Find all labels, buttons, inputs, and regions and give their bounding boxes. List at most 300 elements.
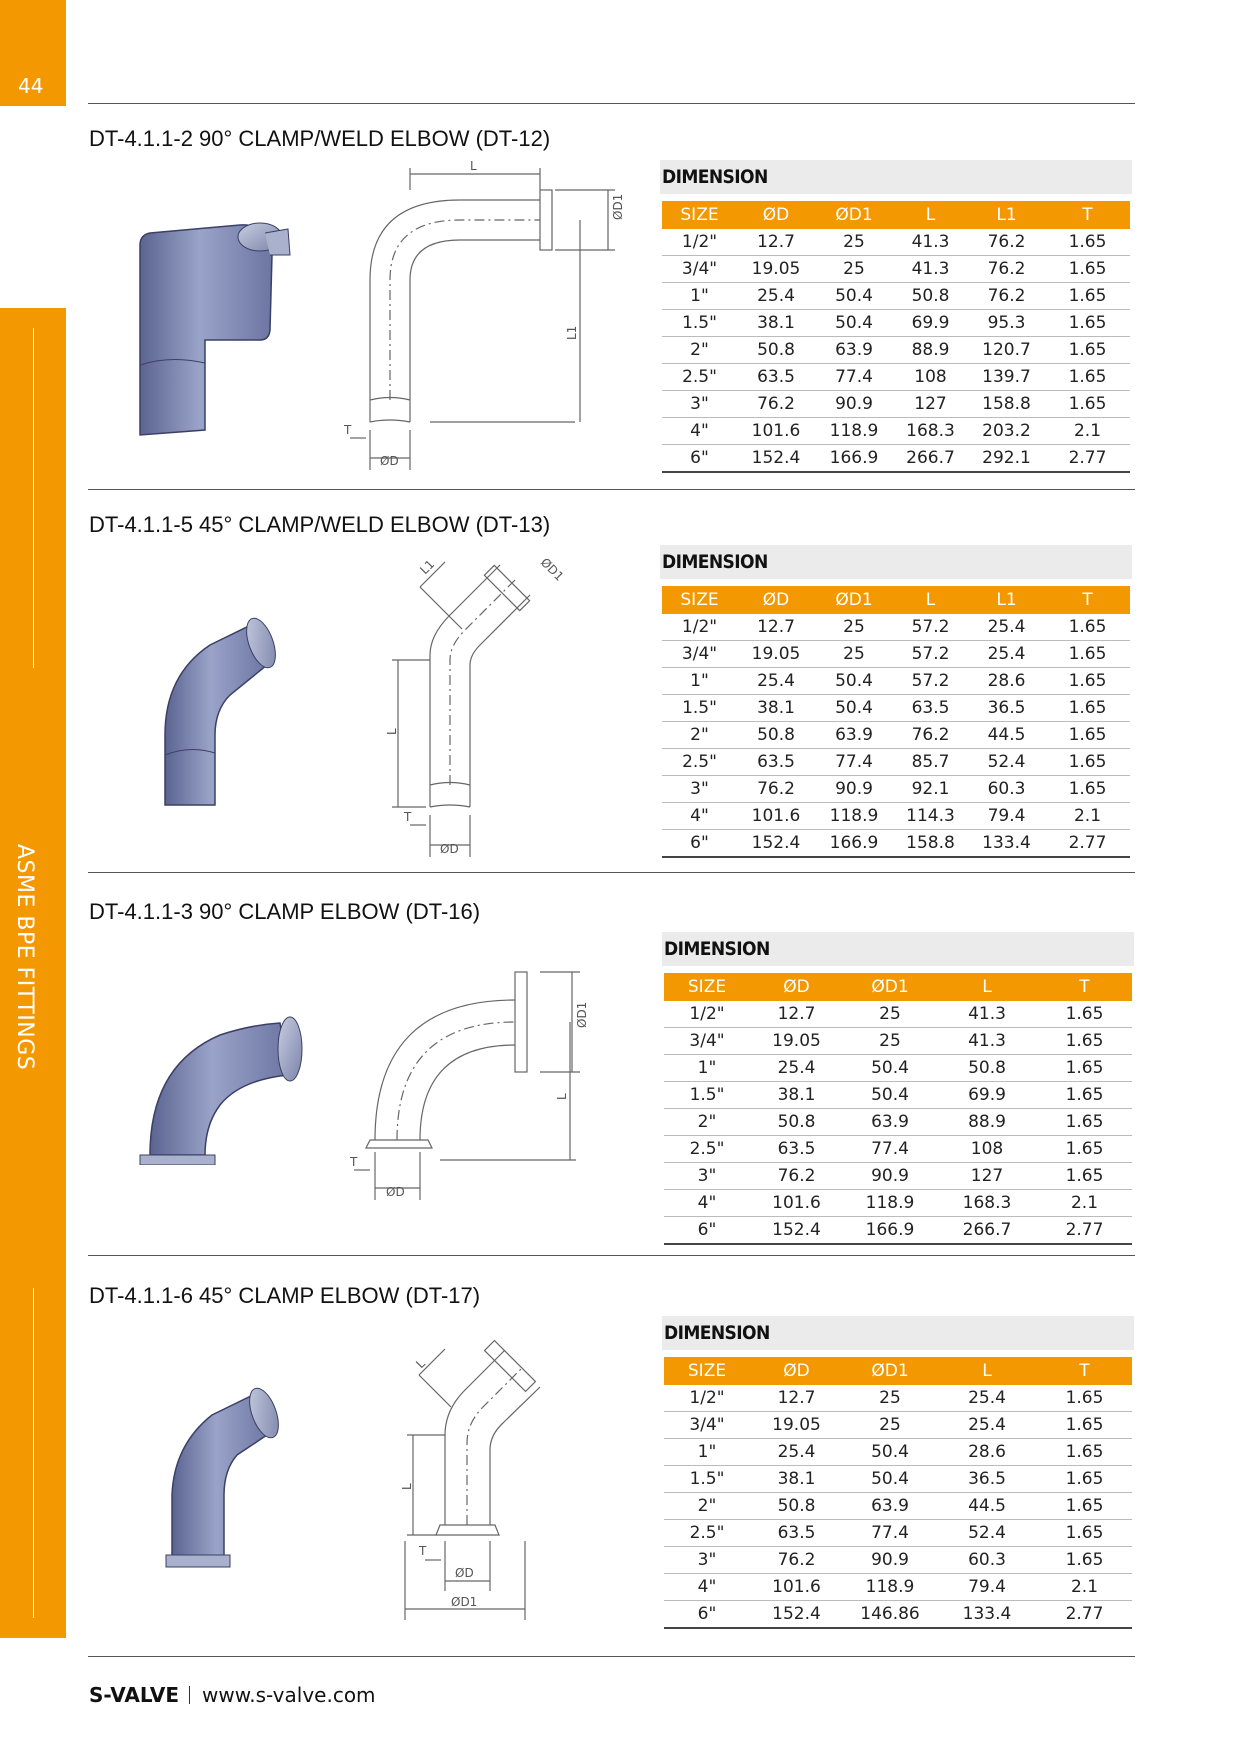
table-cell: 41.3 — [893, 229, 968, 256]
table-cell: 2.77 — [1045, 830, 1130, 858]
divider — [88, 872, 1135, 873]
table-cell: 41.3 — [937, 1028, 1037, 1055]
table-cell: 38.1 — [750, 1082, 843, 1109]
table-cell: 25.4 — [750, 1055, 843, 1082]
elbow-90-render — [120, 215, 300, 445]
table-cell: 1.65 — [1037, 1163, 1132, 1190]
table-row — [664, 1136, 1132, 1163]
table-row — [662, 391, 1130, 418]
table-row — [664, 1082, 1132, 1109]
table-cell: 2.1 — [1037, 1190, 1132, 1217]
table-cell: 108 — [937, 1136, 1037, 1163]
column-header: SIZE — [662, 586, 737, 614]
table-row — [664, 1190, 1132, 1217]
table-cell: 88.9 — [893, 337, 968, 364]
table-row — [662, 364, 1130, 391]
table-row — [662, 418, 1130, 445]
column-header: T — [1037, 973, 1132, 1001]
table-cell: 4" — [664, 1574, 750, 1601]
dim-label: ØD — [455, 1566, 474, 1580]
page-number: 44 — [18, 74, 44, 98]
website-link[interactable]: www.s-valve.com — [201, 1683, 376, 1707]
table-cell: 158.8 — [968, 391, 1045, 418]
table-cell: 1.65 — [1037, 1001, 1132, 1028]
table-row — [662, 256, 1130, 283]
table-row — [662, 614, 1130, 641]
table-cell: 6" — [662, 445, 737, 473]
table-cell: 36.5 — [968, 695, 1045, 722]
table-cell: 63.9 — [843, 1109, 937, 1136]
table-cell: 44.5 — [937, 1493, 1037, 1520]
table-cell: 69.9 — [937, 1082, 1037, 1109]
table-cell: 118.9 — [815, 803, 893, 830]
table-cell: 25.4 — [737, 283, 815, 310]
dimension-header: DIMENSION — [660, 160, 1132, 194]
table-cell: 90.9 — [815, 776, 893, 803]
table-cell: 1.65 — [1045, 614, 1130, 641]
column-header: L1 — [968, 586, 1045, 614]
table-cell: 76.2 — [737, 776, 815, 803]
table-cell: 1.65 — [1037, 1028, 1132, 1055]
table-cell: 60.3 — [937, 1547, 1037, 1574]
elbow-90-clamp-render — [130, 1005, 325, 1165]
table-cell: 76.2 — [737, 391, 815, 418]
table-cell: 4" — [662, 418, 737, 445]
table-header-row — [662, 201, 1130, 229]
table-cell: 25.4 — [968, 641, 1045, 668]
table-cell: 2" — [662, 722, 737, 749]
table-cell: 25 — [843, 1001, 937, 1028]
table-cell: 25.4 — [750, 1439, 843, 1466]
table-cell: 63.5 — [737, 364, 815, 391]
table-cell: 2" — [664, 1493, 750, 1520]
table-cell: 166.9 — [815, 445, 893, 473]
table-cell: 1.65 — [1045, 256, 1130, 283]
column-header: ØD1 — [843, 973, 937, 1001]
elbow-90-clamp-drawing — [340, 960, 640, 1220]
table-cell: 50.4 — [815, 310, 893, 337]
dim-label: L — [555, 1093, 569, 1100]
table-cell: 2.77 — [1037, 1217, 1132, 1245]
table-cell: 1.65 — [1045, 310, 1130, 337]
table-row — [664, 1001, 1132, 1028]
table-cell: 90.9 — [843, 1163, 937, 1190]
table-row — [664, 1547, 1132, 1574]
table-cell: 166.9 — [843, 1217, 937, 1245]
dimension-table — [662, 201, 1130, 473]
table-cell: 38.1 — [750, 1466, 843, 1493]
divider — [88, 1255, 1135, 1256]
table-cell: 52.4 — [968, 749, 1045, 776]
dim-label: L1 — [417, 557, 438, 578]
table-cell: 1.65 — [1037, 1439, 1132, 1466]
table-row — [662, 310, 1130, 337]
table-row — [664, 1163, 1132, 1190]
table-cell: 1.65 — [1037, 1412, 1132, 1439]
table-cell: 25 — [815, 229, 893, 256]
table-cell: 63.9 — [815, 337, 893, 364]
table-cell: 4" — [664, 1190, 750, 1217]
table-cell: 25 — [843, 1028, 937, 1055]
table-cell: 77.4 — [843, 1520, 937, 1547]
table-cell: 108 — [893, 364, 968, 391]
table-row — [662, 283, 1130, 310]
table-cell: 1.65 — [1045, 391, 1130, 418]
column-header: L — [893, 201, 968, 229]
table-cell: 1.5" — [664, 1466, 750, 1493]
dimension-header: DIMENSION — [660, 545, 1132, 579]
table-cell: 1/2" — [662, 229, 737, 256]
table-cell: 127 — [937, 1163, 1037, 1190]
table-cell: 38.1 — [737, 310, 815, 337]
table-cell: 63.5 — [750, 1520, 843, 1547]
elbow-45-clamp-render — [162, 1385, 312, 1575]
table-cell: 6" — [664, 1217, 750, 1245]
table-cell: 25.4 — [937, 1412, 1037, 1439]
table-cell: 50.4 — [843, 1466, 937, 1493]
table-cell: 25.4 — [737, 668, 815, 695]
table-cell: 139.7 — [968, 364, 1045, 391]
table-cell: 50.4 — [843, 1082, 937, 1109]
dim-label: L1 — [565, 325, 579, 340]
table-cell: 63.5 — [737, 749, 815, 776]
table-cell: 2.5" — [662, 364, 737, 391]
section-title: DT-4.1.1-3 90° CLAMP ELBOW (DT-16) — [89, 899, 481, 924]
table-cell: 1/2" — [662, 614, 737, 641]
table-row — [664, 1028, 1132, 1055]
table-cell: 3" — [662, 391, 737, 418]
column-header: ØD — [750, 973, 843, 1001]
dim-label: ØD — [380, 454, 399, 468]
table-cell: 38.1 — [737, 695, 815, 722]
table-cell: 101.6 — [737, 803, 815, 830]
table-cell: 12.7 — [750, 1001, 843, 1028]
section-title: DT-4.1.1-6 45° CLAMP ELBOW (DT-17) — [89, 1283, 481, 1308]
column-header: SIZE — [664, 1357, 750, 1385]
table-cell: 2.5" — [664, 1136, 750, 1163]
table-cell: 1.5" — [662, 310, 737, 337]
dimension-table — [662, 586, 1130, 858]
table-cell: 69.9 — [893, 310, 968, 337]
table-cell: 3/4" — [664, 1028, 750, 1055]
column-header: ØD1 — [843, 1357, 937, 1385]
table-cell: 77.4 — [843, 1136, 937, 1163]
table-cell: 1/2" — [664, 1001, 750, 1028]
table-cell: 50.8 — [750, 1493, 843, 1520]
table-cell: 1.65 — [1037, 1547, 1132, 1574]
table-cell: 3" — [664, 1163, 750, 1190]
table-cell: 1.5" — [664, 1082, 750, 1109]
table-cell: 57.2 — [893, 614, 968, 641]
table-cell: 1.65 — [1037, 1136, 1132, 1163]
footer-divider — [88, 1656, 1135, 1657]
table-cell: 25 — [843, 1385, 937, 1412]
table-cell: 1/2" — [664, 1385, 750, 1412]
table-cell: 120.7 — [968, 337, 1045, 364]
table-row — [664, 1385, 1132, 1412]
table-cell: 90.9 — [815, 391, 893, 418]
table-cell: 2.77 — [1037, 1601, 1132, 1629]
column-header: L1 — [968, 201, 1045, 229]
table-cell: 85.7 — [893, 749, 968, 776]
table-row — [664, 1217, 1132, 1245]
table-cell: 203.2 — [968, 418, 1045, 445]
elbow-45-weld-render — [155, 615, 305, 815]
table-cell: 19.05 — [737, 256, 815, 283]
table-row — [664, 1601, 1132, 1629]
table-cell: 88.9 — [937, 1109, 1037, 1136]
table-cell: 2" — [664, 1109, 750, 1136]
table-cell: 127 — [893, 391, 968, 418]
table-cell: 76.2 — [750, 1547, 843, 1574]
table-cell: 1" — [662, 283, 737, 310]
table-cell: 63.5 — [750, 1136, 843, 1163]
table-header-row — [662, 586, 1130, 614]
column-header: ØD1 — [815, 586, 893, 614]
table-row — [664, 1439, 1132, 1466]
table-cell: 2.1 — [1045, 803, 1130, 830]
column-header: L — [937, 1357, 1037, 1385]
table-cell: 118.9 — [815, 418, 893, 445]
table-cell: 50.4 — [843, 1055, 937, 1082]
table-cell: 1.65 — [1037, 1109, 1132, 1136]
table-cell: 266.7 — [937, 1217, 1037, 1245]
table-cell: 12.7 — [737, 229, 815, 256]
table-cell: 118.9 — [843, 1574, 937, 1601]
table-cell: 2.1 — [1037, 1574, 1132, 1601]
column-header: T — [1045, 201, 1130, 229]
table-cell: 1.65 — [1037, 1385, 1132, 1412]
table-cell: 90.9 — [843, 1547, 937, 1574]
table-cell: 2.5" — [662, 749, 737, 776]
table-cell: 1.65 — [1037, 1055, 1132, 1082]
dim-label: ØD1 — [611, 193, 625, 220]
side-label: ASME BPE FITTINGS — [12, 844, 37, 1071]
column-header: ØD — [750, 1357, 843, 1385]
table-cell: 1.65 — [1045, 641, 1130, 668]
table-row — [664, 1412, 1132, 1439]
table-cell: 1.65 — [1045, 722, 1130, 749]
table-cell: 28.6 — [937, 1439, 1037, 1466]
table-row — [662, 749, 1130, 776]
table-cell: 1.65 — [1037, 1082, 1132, 1109]
column-header: SIZE — [662, 201, 737, 229]
dim-label: ØD1 — [537, 555, 567, 584]
table-cell: 25 — [815, 641, 893, 668]
table-cell: 168.3 — [893, 418, 968, 445]
table-cell: 2" — [662, 337, 737, 364]
table-cell: 152.4 — [750, 1601, 843, 1629]
table-cell: 118.9 — [843, 1190, 937, 1217]
table-cell: 25 — [815, 614, 893, 641]
table-cell: 25 — [843, 1412, 937, 1439]
table-cell: 52.4 — [937, 1520, 1037, 1547]
table-cell: 114.3 — [893, 803, 968, 830]
dim-label: ØD — [386, 1185, 405, 1199]
dim-label: T — [350, 1155, 358, 1169]
table-cell: 50.8 — [737, 722, 815, 749]
dim-label: L — [385, 728, 399, 735]
table-cell: 50.8 — [937, 1055, 1037, 1082]
table-cell: 2.1 — [1045, 418, 1130, 445]
table-row — [662, 641, 1130, 668]
table-cell: 79.4 — [937, 1574, 1037, 1601]
table-cell: 158.8 — [893, 830, 968, 858]
table-cell: 50.8 — [893, 283, 968, 310]
table-cell: 3/4" — [662, 641, 737, 668]
table-cell: 1" — [664, 1439, 750, 1466]
table-cell: 146.86 — [843, 1601, 937, 1629]
table-cell: 152.4 — [750, 1217, 843, 1245]
table-cell: 266.7 — [893, 445, 968, 473]
side-rule — [33, 328, 34, 668]
dimension-header: DIMENSION — [662, 1316, 1134, 1350]
divider — [88, 489, 1135, 490]
column-header: L — [937, 973, 1037, 1001]
dim-label: ØD1 — [451, 1595, 478, 1609]
table-row — [664, 1574, 1132, 1601]
table-cell: 77.4 — [815, 749, 893, 776]
table-cell: 133.4 — [937, 1601, 1037, 1629]
table-cell: 44.5 — [968, 722, 1045, 749]
table-cell: 76.2 — [968, 256, 1045, 283]
table-cell: 3/4" — [664, 1412, 750, 1439]
table-cell: 63.5 — [893, 695, 968, 722]
footer — [89, 1683, 376, 1707]
table-row — [662, 337, 1130, 364]
table-cell: 1.65 — [1037, 1520, 1132, 1547]
table-cell: 3" — [664, 1547, 750, 1574]
column-header: SIZE — [664, 973, 750, 1001]
column-header: L — [893, 586, 968, 614]
table-cell: 25.4 — [937, 1385, 1037, 1412]
table-cell: 19.05 — [750, 1412, 843, 1439]
table-row — [664, 1109, 1132, 1136]
table-header-row — [664, 1357, 1132, 1385]
dim-label: T — [419, 1544, 427, 1558]
table-cell: 101.6 — [750, 1574, 843, 1601]
table-cell: 95.3 — [968, 310, 1045, 337]
dim-label: L — [400, 1483, 414, 1490]
table-cell: 152.4 — [737, 830, 815, 858]
table-cell: 50.8 — [750, 1109, 843, 1136]
table-cell: 57.2 — [893, 641, 968, 668]
table-cell: 50.4 — [843, 1439, 937, 1466]
table-cell: 1.65 — [1045, 749, 1130, 776]
column-header: ØD — [737, 586, 815, 614]
dim-label: ØD1 — [575, 1001, 589, 1028]
table-cell: 19.05 — [750, 1028, 843, 1055]
dim-label: L — [413, 1356, 428, 1372]
table-cell: 3/4" — [662, 256, 737, 283]
table-cell: 79.4 — [968, 803, 1045, 830]
table-row — [662, 695, 1130, 722]
brand-name: S-VALVE — [89, 1683, 179, 1707]
elbow-45-weld-drawing — [370, 535, 610, 865]
table-cell: 25.4 — [968, 614, 1045, 641]
table-cell: 1" — [664, 1055, 750, 1082]
table-cell: 1.5" — [662, 695, 737, 722]
elbow-90-drawing — [330, 160, 640, 470]
table-cell: 101.6 — [750, 1190, 843, 1217]
table-row — [662, 776, 1130, 803]
column-header: ØD — [737, 201, 815, 229]
table-cell: 1.65 — [1037, 1466, 1132, 1493]
footer-separator — [189, 1686, 190, 1704]
table-cell: 168.3 — [937, 1190, 1037, 1217]
table-cell: 1.65 — [1045, 283, 1130, 310]
table-cell: 1.65 — [1045, 364, 1130, 391]
table-row — [664, 1493, 1132, 1520]
table-cell: 92.1 — [893, 776, 968, 803]
table-cell: 1.65 — [1037, 1493, 1132, 1520]
dim-label: T — [344, 423, 352, 437]
table-cell: 1.65 — [1045, 337, 1130, 364]
table-row — [662, 445, 1130, 473]
table-cell: 41.3 — [893, 256, 968, 283]
table-cell: 63.9 — [815, 722, 893, 749]
table-cell: 57.2 — [893, 668, 968, 695]
table-cell: 101.6 — [737, 418, 815, 445]
side-rule — [33, 1288, 34, 1618]
table-cell: 12.7 — [737, 614, 815, 641]
table-cell: 6" — [664, 1601, 750, 1629]
table-cell: 1.65 — [1045, 776, 1130, 803]
table-row — [662, 803, 1130, 830]
table-cell: 60.3 — [968, 776, 1045, 803]
table-cell: 1.65 — [1045, 229, 1130, 256]
dim-label: T — [404, 810, 412, 824]
section-title: DT-4.1.1-2 90° CLAMP/WELD ELBOW (DT-12) — [89, 126, 551, 151]
table-cell: 28.6 — [968, 668, 1045, 695]
table-cell: 1" — [662, 668, 737, 695]
table-cell: 12.7 — [750, 1385, 843, 1412]
table-cell: 1.65 — [1045, 668, 1130, 695]
table-row — [664, 1055, 1132, 1082]
table-cell: 1.65 — [1045, 695, 1130, 722]
divider — [88, 103, 1135, 104]
table-cell: 76.2 — [893, 722, 968, 749]
table-header-row — [664, 973, 1132, 1001]
table-row — [662, 668, 1130, 695]
table-cell: 50.4 — [815, 283, 893, 310]
side-band — [0, 308, 66, 1638]
table-cell: 292.1 — [968, 445, 1045, 473]
table-cell: 2.5" — [664, 1520, 750, 1547]
column-header: T — [1037, 1357, 1132, 1385]
table-cell: 76.2 — [968, 283, 1045, 310]
table-cell: 76.2 — [968, 229, 1045, 256]
table-cell: 77.4 — [815, 364, 893, 391]
table-cell: 50.8 — [737, 337, 815, 364]
table-cell: 36.5 — [937, 1466, 1037, 1493]
table-row — [662, 830, 1130, 858]
table-row — [662, 229, 1130, 256]
table-cell: 3" — [662, 776, 737, 803]
table-row — [664, 1520, 1132, 1547]
table-cell: 133.4 — [968, 830, 1045, 858]
table-row — [662, 722, 1130, 749]
dim-label: L — [470, 160, 477, 173]
page-number-tab — [0, 0, 66, 106]
table-cell: 4" — [662, 803, 737, 830]
dimension-header: DIMENSION — [662, 932, 1134, 966]
dimension-table — [664, 973, 1132, 1245]
dimension-table — [664, 1357, 1132, 1629]
table-cell: 166.9 — [815, 830, 893, 858]
column-header: T — [1045, 586, 1130, 614]
table-cell: 19.05 — [737, 641, 815, 668]
